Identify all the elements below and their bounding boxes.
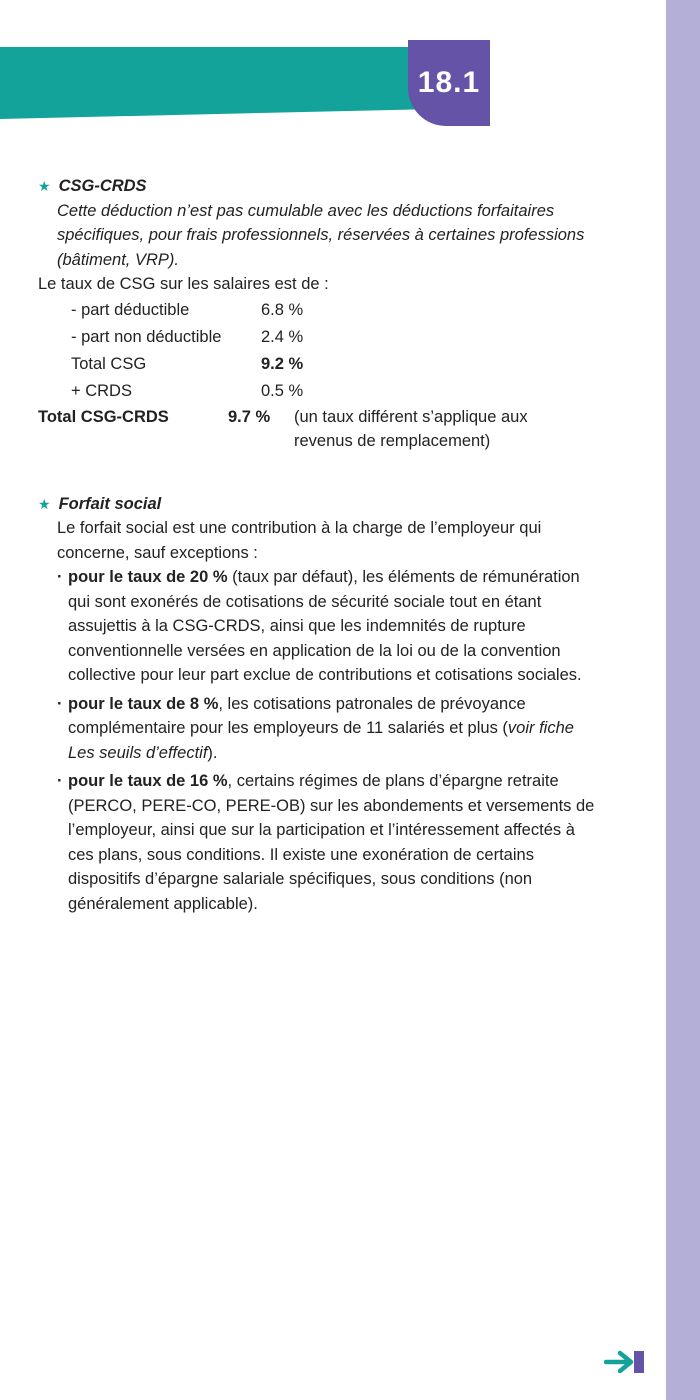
rate-label: + CRDS bbox=[71, 381, 132, 400]
header-band bbox=[0, 47, 470, 119]
csg-heading bbox=[38, 174, 598, 199]
side-strip bbox=[666, 0, 700, 1400]
forfait-title: Forfait social bbox=[58, 494, 162, 513]
list-item: · pour le taux de 8 %, les cotisations patronales de prévoyance complémentaire pour les employeurs de 11 salariés et plus (voir fiche Les seuils d’effectif). bbox=[57, 692, 598, 766]
page-content bbox=[38, 174, 598, 920]
star-icon: ★ bbox=[38, 178, 51, 194]
forfait-bullets bbox=[38, 565, 598, 916]
rate-label: - part non déductible bbox=[71, 327, 222, 346]
star-icon: ★ bbox=[38, 495, 51, 512]
rate-value: 0.5 % bbox=[261, 381, 304, 400]
rate-value: 9.2 % bbox=[261, 354, 304, 373]
total-label: Total CSG-CRDS bbox=[38, 407, 169, 426]
total-value: 9.7 % bbox=[228, 407, 271, 426]
rate-value: 6.8 % bbox=[261, 300, 304, 319]
rate-row bbox=[38, 297, 598, 324]
total-row bbox=[38, 405, 598, 454]
csg-intro: Le taux de CSG sur les salaires est de : bbox=[38, 275, 329, 293]
list-item: · pour le taux de 20 % (taux par défaut), les éléments de rémunération qui sont exonérés de cotisations de sécurité sociale tout en étant assujettis à la CSG-CRDS, ainsi que les indemnités de rupture conventionnelle versées en application de la loi ou de la convention collective pour leur part exclue de contributions et cotisations sociales. bbox=[57, 565, 598, 688]
section-badge: 18.1 bbox=[408, 40, 490, 126]
rate-row bbox=[38, 378, 598, 405]
rate-row bbox=[38, 351, 598, 378]
total-note: (un taux différent s’applique aux revenus de remplacement) bbox=[294, 407, 528, 450]
csg-title: CSG-CRDS bbox=[58, 177, 147, 195]
forfait-heading bbox=[38, 492, 598, 517]
list-item: · pour le taux de 16 %, certains régimes de plans d’épargne retraite (PERCO, PERE-CO, PERE-OB) sur les abondements et versements de l’employeur, ainsi que sur la participation et l’intéressement affectés à ces plans, sous conditions. Il existe une exonération de certains dispositifs d’épargne salariale spécifiques, sous conditions (non généralement applicable). bbox=[57, 769, 598, 916]
rate-label: Total CSG bbox=[71, 354, 147, 373]
forfait-intro: Le forfait social est une contribution à la charge de l’employeur qui concerne, sauf exceptions : bbox=[57, 519, 542, 562]
rate-label: - part déductible bbox=[71, 300, 190, 319]
csg-note: Cette déduction n’est pas cumulable avec les déductions forfaitaires spécifiques, pour frais professionnels, réservées à certaines professions (bâtiment, VRP). bbox=[57, 201, 585, 269]
arrow-right-icon[interactable] bbox=[604, 1350, 646, 1374]
rate-value: 2.4 % bbox=[261, 327, 304, 346]
rate-row bbox=[38, 324, 598, 351]
